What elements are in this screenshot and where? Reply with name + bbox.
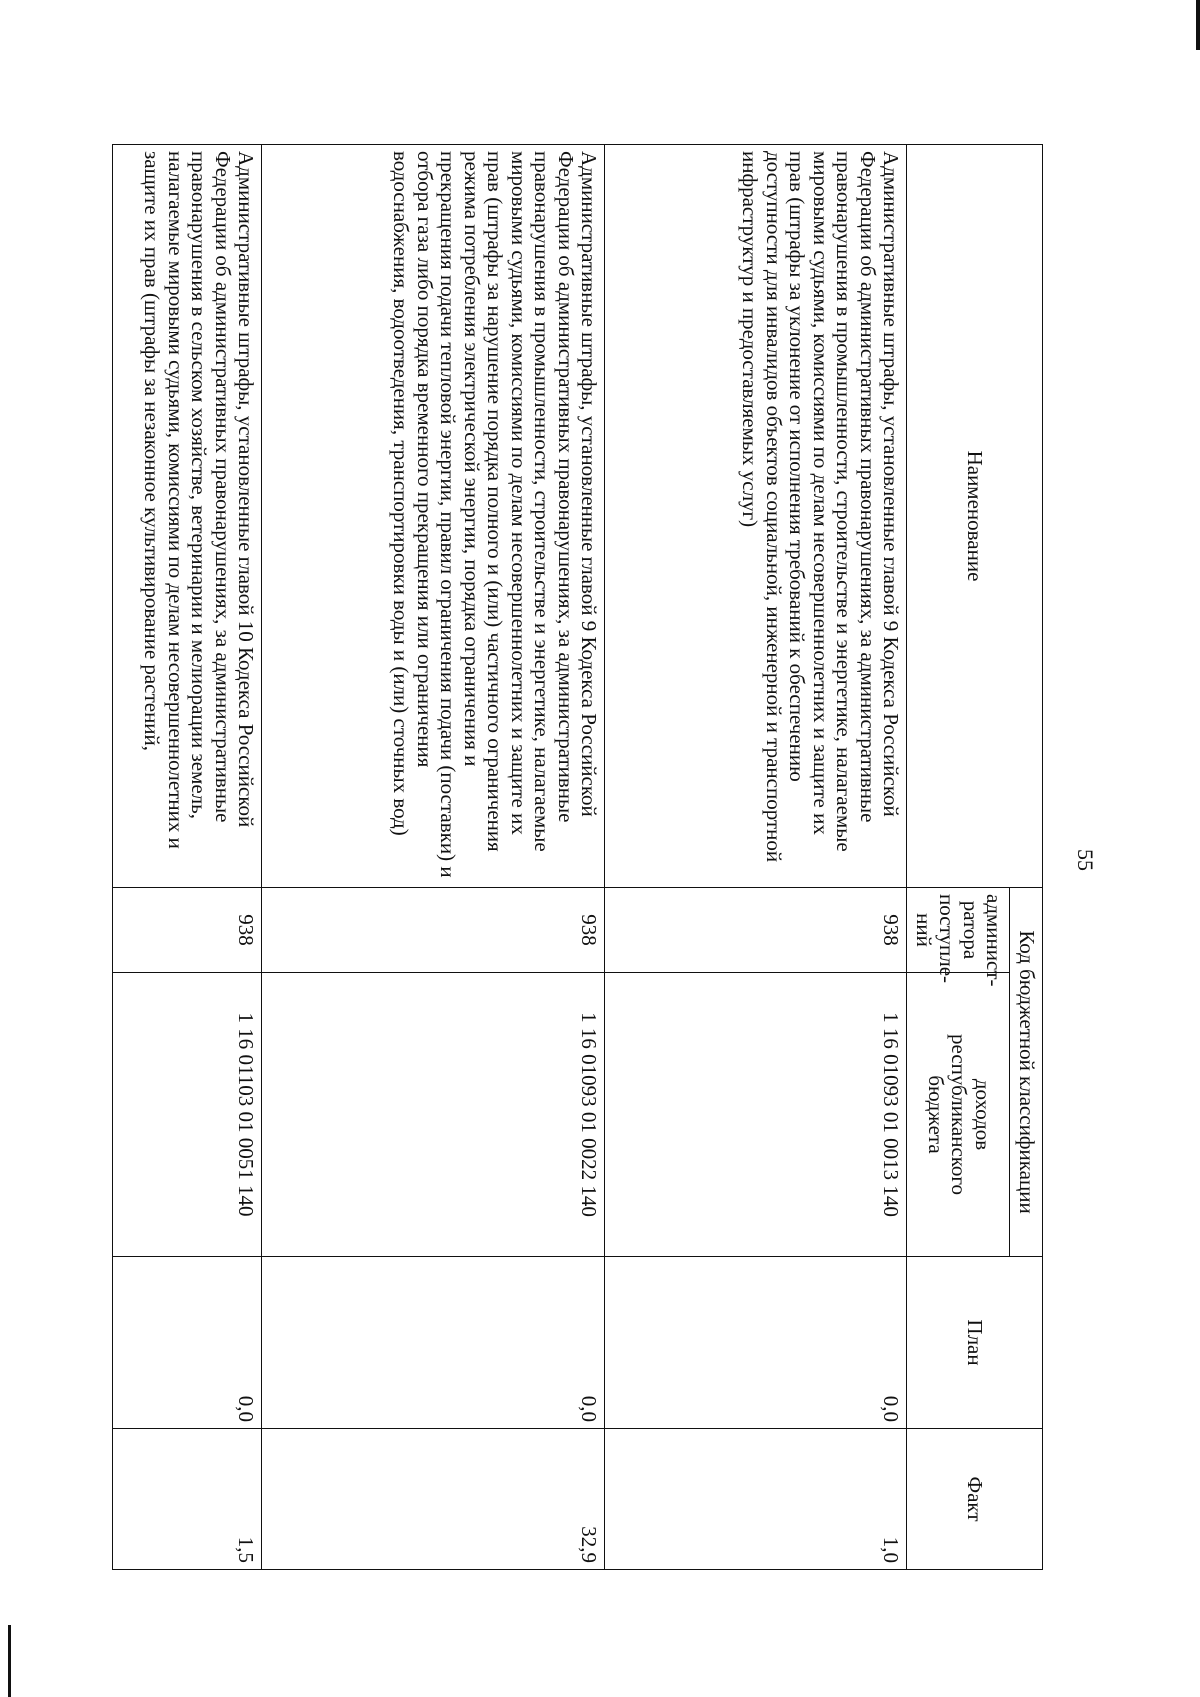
- cell-fact: 1,0: [605, 1429, 907, 1570]
- header-plan: План: [907, 1257, 1043, 1429]
- rotated-page: [95, 80, 1105, 1640]
- cell-name: Административные штрафы, установленные главой 10 Кодекса Российской Федерации об административных правонарушениях, за административные правонарушения в сельском хозяйстве, ветеринарии и мелиорации земель, налагаемые мировыми судьями, комиссиями по делам несовершеннолетних и защите их прав (штрафы за незаконное культивирование растений,: [113, 145, 262, 888]
- header-income-code: доходов республиканского бюджета: [907, 973, 1010, 1257]
- cell-plan: 0,0: [605, 1257, 907, 1429]
- budget-revenue-table: [112, 144, 1043, 1570]
- cell-fact: 32,9: [262, 1429, 605, 1570]
- cell-income-code: 1 16 01103 01 0051 140: [113, 973, 262, 1257]
- cell-name: Административные штрафы, установленные главой 9 Кодекса Российской Федерации об административных правонарушениях, за административные правонарушения в промышленности, строительстве и энергетике, налагаемые мировыми судьями, комиссиями по делам несовершеннолетних и защите их прав (штрафы за уклонение от исполнения требований к обеспечению доступности для инвалидов объектов социальной, инженерной и транспортной инфраструктур и предоставляемых услуг): [605, 145, 907, 888]
- header-fact: Факт: [907, 1429, 1043, 1570]
- cell-admin-code: 938: [262, 888, 605, 973]
- table-header-row: [1010, 145, 1043, 1570]
- cell-admin-code: 938: [113, 888, 262, 973]
- table-row: [262, 145, 605, 1570]
- cell-fact: 1,5: [113, 1429, 262, 1570]
- table-row: [605, 145, 907, 1570]
- header-code-group: Код бюджетной классификации: [1010, 888, 1043, 1257]
- scan-edge-mark-top: [1196, 0, 1200, 50]
- cell-admin-code: 938: [605, 888, 907, 973]
- header-admin-code: админист- ратора поступле- ний: [907, 888, 1010, 973]
- cell-name: Административные штрафы, установленные главой 9 Кодекса Российской Федерации об административных правонарушениях, за административные правонарушения в промышленности, строительстве и энергетике, налагаемые мировыми судьями, комиссиями по делам несовершеннолетних и защите их прав (штрафы за нарушение порядка полного и (или) частичного ограничения режима потребления электрической энергии, порядка ограничения и прекращения подачи тепловой энергии, правил ограничения подачи (поставки) и отбора газа либо порядка временного прекращения или ограничения водоснабжения, водоотведения, транспортировки воды и (или) сточных вод): [262, 145, 605, 888]
- table-row: [113, 145, 262, 1570]
- cell-income-code: 1 16 01093 01 0022 140: [262, 973, 605, 1257]
- cell-plan: 0,0: [262, 1257, 605, 1429]
- header-name: Наименование: [907, 145, 1043, 888]
- page-number: 55: [1073, 849, 1098, 871]
- scan-edge-mark-bottom: [8, 1625, 11, 1697]
- cell-plan: 0,0: [113, 1257, 262, 1429]
- cell-income-code: 1 16 01093 01 0013 140: [605, 973, 907, 1257]
